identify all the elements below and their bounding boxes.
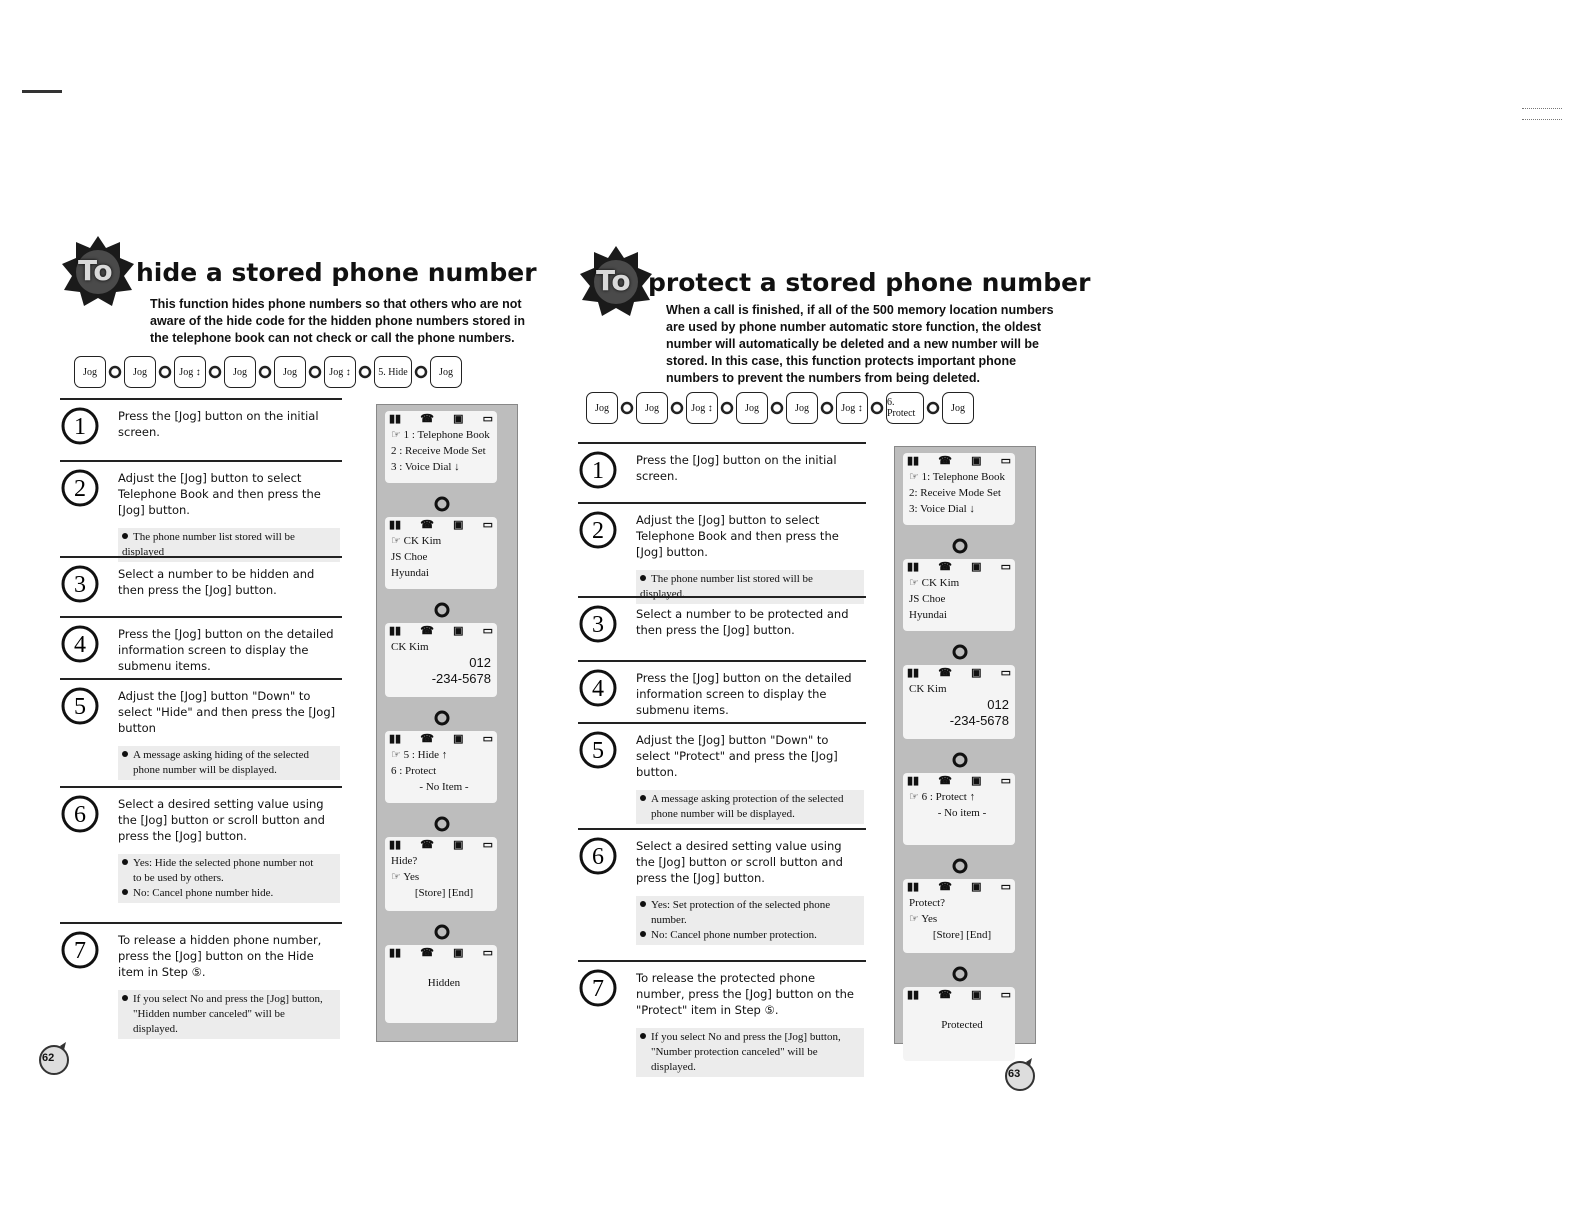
next-arrow-icon — [620, 401, 634, 415]
data-icon: ▣ — [453, 625, 464, 637]
jog-button-icon: Jog — [274, 356, 306, 388]
data-icon: ▣ — [453, 519, 464, 531]
status-indicators — [903, 453, 1015, 469]
screen-line: ☞ 1 : Telephone Book — [391, 429, 490, 441]
status-indicators — [903, 559, 1015, 575]
svg-text:7: 7 — [74, 938, 86, 964]
screen-line: ☞ 6 : Protect ↑ — [909, 791, 976, 803]
status-indicators — [385, 411, 497, 427]
step-number-icon — [60, 930, 100, 970]
step-note: Yes: Hide the selected phone number not to be used by others. No: Cancel phone number hide. — [118, 854, 340, 903]
bullet-icon — [640, 575, 646, 581]
step-text: Adjust the [Jog] button "Down" to select "Protect" and press the [Jog] button. — [636, 733, 838, 779]
status-indicators — [385, 623, 497, 639]
step-text: To release a hidden phone number, press the [Jog] button on the Hide item in Step ⑤. — [118, 933, 322, 979]
jog-link-icon — [951, 965, 969, 983]
data-icon: ▣ — [971, 989, 982, 1001]
page-number: 62 — [42, 1052, 55, 1064]
jog-button-icon: Jog — [942, 392, 974, 424]
step-number-icon — [578, 668, 618, 708]
next-arrow-icon — [358, 365, 372, 379]
step-number-icon — [578, 968, 618, 1008]
screen-line: ☞ CK Kim — [909, 577, 960, 589]
screen-line: - No item - — [937, 807, 987, 819]
phone-screen — [903, 879, 1015, 953]
svg-text:1: 1 — [592, 458, 604, 484]
svg-text:2: 2 — [592, 518, 604, 544]
step-text: Adjust the [Jog] button to select Telephone Book and then press the [Jog] button. — [636, 513, 839, 559]
step-note: If you select No and press the [Jog] button, "Hidden number canceled" will be displayed. — [118, 990, 340, 1039]
bullet-icon — [640, 931, 646, 937]
to-badge-icon — [578, 244, 654, 320]
step-number-icon — [60, 564, 100, 604]
page-number-icon — [36, 1040, 72, 1080]
to-badge-icon — [60, 234, 136, 310]
screen-line: JS Choe — [391, 551, 428, 563]
battery-icon: ▭ — [482, 413, 493, 425]
jog-link-icon — [951, 643, 969, 661]
step-4 — [60, 616, 342, 673]
screen-line: 6 : Protect — [391, 765, 437, 777]
phone-screen — [903, 665, 1015, 739]
status-indicators — [903, 879, 1015, 895]
step-number-icon — [60, 468, 100, 508]
data-icon: ▣ — [971, 455, 982, 467]
bullet-icon — [122, 533, 128, 539]
step-number-icon — [578, 450, 618, 490]
screen-line: 3: Voice Dial ↓ — [909, 503, 975, 515]
jog-button-icon: 6. Protect — [886, 392, 924, 424]
step-note: The phone number list stored will be displayed — [118, 528, 340, 562]
page-title: hide a stored phone number — [136, 258, 537, 287]
battery-icon: ▭ — [1000, 989, 1011, 1001]
next-arrow-icon — [208, 365, 222, 379]
svg-text:5: 5 — [74, 694, 86, 720]
step-number-icon — [60, 686, 100, 726]
data-icon: ▣ — [971, 881, 982, 893]
svg-text:1: 1 — [74, 414, 86, 440]
screen-line: Protected — [941, 1019, 983, 1031]
phone-screen — [903, 987, 1015, 1061]
step-text: Select a number to be hidden and then press the [Jog] button. — [118, 567, 315, 597]
phone-screen — [903, 773, 1015, 845]
data-icon: ▣ — [453, 413, 464, 425]
bullet-icon — [640, 901, 646, 907]
screen-line: -234-5678 — [949, 713, 1009, 728]
step-5 — [60, 678, 342, 776]
step-2 — [60, 460, 342, 558]
next-arrow-icon — [926, 401, 940, 415]
battery-icon: ▭ — [482, 519, 493, 531]
signal-icon: ▮▮ — [907, 881, 920, 893]
screen-line: Hide? — [391, 855, 418, 867]
step-number-icon — [578, 836, 618, 876]
screen-line: Hidden — [427, 977, 461, 989]
phone-screen — [903, 559, 1015, 631]
signal-icon: ▮▮ — [389, 839, 402, 851]
phone-icon: ☎ — [420, 947, 434, 959]
next-arrow-icon — [308, 365, 322, 379]
step-number-icon — [578, 730, 618, 770]
step-text: Press the [Jog] button on the initial screen. — [118, 409, 319, 439]
next-arrow-icon — [670, 401, 684, 415]
scan-mark — [1522, 108, 1562, 120]
step-text: Select a desired setting value using the [Jog] button or scroll button and press the [Jog] button. — [636, 839, 843, 885]
phone-icon: ☎ — [420, 733, 434, 745]
next-arrow-icon — [414, 365, 428, 379]
svg-text:6: 6 — [592, 844, 604, 870]
signal-icon: ▮▮ — [907, 455, 920, 467]
jog-link-icon — [433, 601, 451, 619]
step-text: Press the [Jog] button on the detailed information screen to display the submenu items. — [118, 627, 334, 673]
screen-line: ☞ Yes — [909, 913, 938, 925]
status-indicators — [385, 837, 497, 853]
phone-icon: ☎ — [938, 561, 952, 573]
phone-icon: ☎ — [938, 881, 952, 893]
phone-screen — [385, 945, 497, 1023]
status-indicators — [903, 987, 1015, 1003]
status-indicators — [385, 731, 497, 747]
next-arrow-icon — [820, 401, 834, 415]
svg-text:6: 6 — [74, 802, 86, 828]
screen-line: Hyundai — [391, 567, 429, 579]
step-text: Select a number to be protected and then press the [Jog] button. — [636, 607, 849, 637]
battery-icon: ▭ — [482, 733, 493, 745]
step-note: If you select No and press the [Jog] button, "Number protection canceled" will be displayed. — [636, 1028, 864, 1077]
bullet-icon — [640, 1033, 646, 1039]
jog-button-icon: Jog — [636, 392, 668, 424]
signal-icon: ▮▮ — [907, 989, 920, 1001]
status-indicators — [903, 773, 1015, 789]
signal-icon: ▮▮ — [907, 561, 920, 573]
battery-icon: ▭ — [1000, 455, 1011, 467]
phone-screen — [385, 411, 497, 483]
screen-line: -234-5678 — [431, 671, 491, 686]
step-5 — [578, 722, 866, 820]
phone-icon: ☎ — [420, 413, 434, 425]
signal-icon: ▮▮ — [389, 519, 402, 531]
data-icon: ▣ — [971, 775, 982, 787]
jog-link-icon — [951, 537, 969, 555]
step-number-icon — [60, 794, 100, 834]
screen-line: [Store] [End] — [932, 929, 992, 941]
signal-icon: ▮▮ — [389, 413, 402, 425]
badge-text: To — [596, 264, 631, 297]
page-number-icon — [1002, 1056, 1038, 1096]
battery-icon: ▭ — [482, 625, 493, 637]
svg-text:2: 2 — [74, 476, 86, 502]
phone-icon: ☎ — [420, 625, 434, 637]
data-icon: ▣ — [971, 561, 982, 573]
right-page — [570, 0, 1091, 1212]
screen-line: 012 — [987, 697, 1009, 712]
screen-line: CK Kim — [391, 641, 429, 653]
step-number-icon — [578, 510, 618, 550]
step-number-icon — [578, 604, 618, 644]
step-1 — [578, 442, 866, 484]
step-note: The phone number list stored will be displayed. — [636, 570, 864, 604]
battery-icon: ▭ — [1000, 561, 1011, 573]
data-icon: ▣ — [453, 947, 464, 959]
screen-line: 3 : Voice Dial ↓ — [391, 461, 460, 473]
next-arrow-icon — [258, 365, 272, 379]
next-arrow-icon — [108, 365, 122, 379]
phone-screen — [903, 453, 1015, 525]
phone-screen — [385, 623, 497, 697]
step-3 — [578, 596, 866, 638]
step-7 — [60, 922, 342, 1035]
page-title: protect a stored phone number — [648, 268, 1091, 297]
screen-line: - No Item - — [419, 781, 469, 793]
jog-sequence — [74, 356, 462, 388]
step-text: Press the [Jog] button on the detailed information screen to display the submenu items. — [636, 671, 852, 717]
screen-line: Hyundai — [909, 609, 947, 621]
screen-line: JS Choe — [909, 593, 946, 605]
data-icon: ▣ — [971, 667, 982, 679]
left-page — [0, 0, 560, 1212]
screen-line: 012 — [469, 655, 491, 670]
bullet-icon — [122, 889, 128, 895]
intro-text: This function hides phone numbers so that others who are not aware of the hide code for the hidden phone numbers stored in the telephone book can not check or call the phone numbers. — [150, 297, 526, 345]
battery-icon: ▭ — [1000, 881, 1011, 893]
phone-screens — [894, 446, 1036, 1044]
jog-button-icon: 5. Hide — [374, 356, 412, 388]
step-number-icon — [60, 406, 100, 446]
jog-button-icon: Jog — [224, 356, 256, 388]
jog-button-icon: Jog — [786, 392, 818, 424]
screen-line: [Store] [End] — [414, 887, 474, 899]
phone-screen — [385, 517, 497, 589]
step-note: Yes: Set protection of the selected phone number. No: Cancel phone number protection. — [636, 896, 864, 945]
bullet-icon — [122, 751, 128, 757]
step-3 — [60, 556, 342, 598]
battery-icon: ▭ — [1000, 667, 1011, 679]
next-arrow-icon — [870, 401, 884, 415]
badge-text: To — [78, 254, 113, 287]
jog-link-icon — [433, 709, 451, 727]
next-arrow-icon — [158, 365, 172, 379]
jog-button-icon: Jog ↕ — [174, 356, 206, 388]
step-note: A message asking protection of the selected phone number will be displayed. — [636, 790, 864, 824]
screen-line: CK Kim — [909, 683, 947, 695]
jog-link-icon — [433, 923, 451, 941]
step-text: Adjust the [Jog] button "Down" to select "Hide" and then press the [Jog] button — [118, 689, 336, 735]
step-1 — [60, 398, 342, 440]
jog-button-icon: Jog ↕ — [324, 356, 356, 388]
step-text: To release the protected phone number, press the [Jog] button on the "Protect" item in Step ⑤. — [636, 971, 855, 1017]
data-icon: ▣ — [453, 839, 464, 851]
battery-icon: ▭ — [1000, 775, 1011, 787]
signal-icon: ▮▮ — [389, 625, 402, 637]
phone-icon: ☎ — [420, 839, 434, 851]
bullet-icon — [122, 995, 128, 1001]
step-note: A message asking hiding of the selected phone number will be displayed. — [118, 746, 340, 780]
svg-text:4: 4 — [592, 676, 604, 702]
page-number: 63 — [1008, 1068, 1021, 1080]
step-2 — [578, 502, 866, 600]
status-indicators — [903, 665, 1015, 681]
step-text: Adjust the [Jog] button to select Telephone Book and then press the [Jog] button. — [118, 471, 321, 517]
step-6 — [578, 828, 866, 941]
jog-link-icon — [433, 815, 451, 833]
jog-button-icon: Jog ↕ — [686, 392, 718, 424]
svg-text:4: 4 — [74, 632, 86, 658]
jog-button-icon: Jog — [124, 356, 156, 388]
status-indicators — [385, 945, 497, 961]
screen-line: ☞ 5 : Hide ↑ — [391, 749, 448, 761]
jog-button-icon: Jog — [736, 392, 768, 424]
jog-link-icon — [951, 857, 969, 875]
step-text: Select a desired setting value using the [Jog] button or scroll button and press the [Jog] button. — [118, 797, 325, 843]
battery-icon: ▭ — [482, 839, 493, 851]
signal-icon: ▮▮ — [389, 733, 402, 745]
svg-text:3: 3 — [592, 612, 604, 638]
phone-icon: ☎ — [938, 989, 952, 1001]
svg-text:7: 7 — [592, 976, 604, 1002]
svg-text:3: 3 — [74, 572, 86, 598]
screen-line: ☞ 1: Telephone Book — [909, 471, 1005, 483]
intro-text: When a call is finished, if all of the 500 memory location numbers are used by phone number automatic store function, the oldest number will automatically be deleted and a new number will be stored. In this case, this function protects important phone numbers to prevent the numbers from being deleted. — [666, 303, 1054, 385]
jog-sequence — [586, 392, 974, 424]
next-arrow-icon — [720, 401, 734, 415]
screen-line: Protect? — [909, 897, 946, 909]
data-icon: ▣ — [453, 733, 464, 745]
phone-screen — [385, 731, 497, 803]
jog-button-icon: Jog — [430, 356, 462, 388]
step-number-icon — [60, 624, 100, 664]
signal-icon: ▮▮ — [907, 667, 920, 679]
bullet-icon — [122, 859, 128, 865]
screen-line: 2 : Receive Mode Set — [391, 445, 486, 457]
screen-line: ☞ CK Kim — [391, 535, 442, 547]
battery-icon: ▭ — [482, 947, 493, 959]
jog-button-icon: Jog — [74, 356, 106, 388]
phone-icon: ☎ — [938, 667, 952, 679]
signal-icon: ▮▮ — [389, 947, 402, 959]
step-6 — [60, 786, 342, 899]
screen-line: 2: Receive Mode Set — [909, 487, 1001, 499]
phone-icon: ☎ — [938, 775, 952, 787]
jog-link-icon — [433, 495, 451, 513]
bullet-icon — [640, 795, 646, 801]
step-7 — [578, 960, 866, 1073]
jog-button-icon: Jog — [586, 392, 618, 424]
svg-text:5: 5 — [592, 738, 604, 764]
step-text: Press the [Jog] button on the initial screen. — [636, 453, 837, 483]
step-4 — [578, 660, 866, 717]
jog-link-icon — [951, 751, 969, 769]
phone-icon: ☎ — [938, 455, 952, 467]
phone-screens — [376, 404, 518, 1042]
phone-icon: ☎ — [420, 519, 434, 531]
status-indicators — [385, 517, 497, 533]
next-arrow-icon — [770, 401, 784, 415]
jog-button-icon: Jog ↕ — [836, 392, 868, 424]
screen-line: ☞ Yes — [391, 871, 420, 883]
signal-icon: ▮▮ — [907, 775, 920, 787]
phone-screen — [385, 837, 497, 911]
